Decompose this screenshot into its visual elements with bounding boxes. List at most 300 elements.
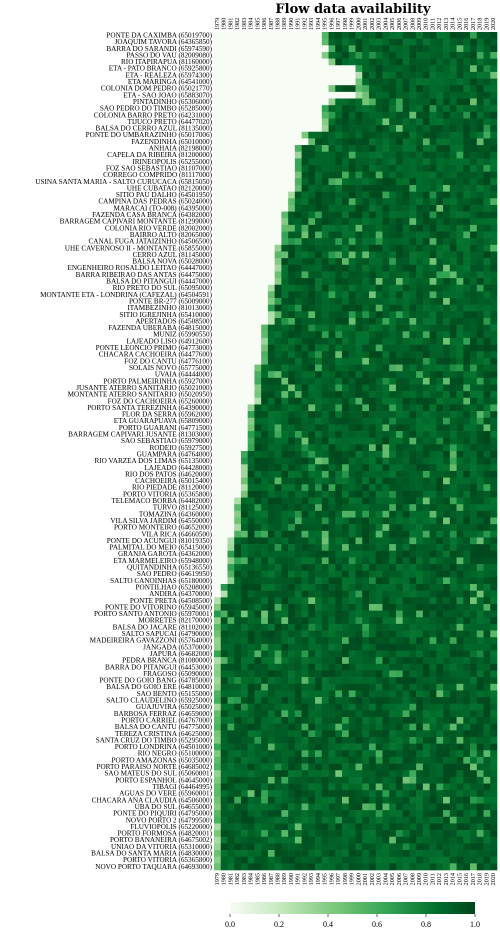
heatmap-cell [268,365,275,372]
heatmap-cell [281,152,288,159]
heatmap-cell [362,537,369,544]
heatmap-cell [484,704,491,711]
heatmap-cell [342,178,349,185]
heatmap-cell [457,365,464,372]
heatmap-cell [302,311,309,318]
station-label: FAZENDA UBERABA (64815000) [108,324,212,333]
heatmap-cell [261,125,268,132]
heatmap-cell [335,331,342,338]
heatmap-cell [423,172,430,179]
heatmap-cell [484,491,491,498]
heatmap-cell [248,52,255,59]
heatmap-cell [470,205,477,212]
heatmap-cell [403,105,410,112]
heatmap-cell [335,597,342,604]
heatmap-cell [281,697,288,704]
heatmap-cell [430,651,437,658]
heatmap-cell [288,218,295,225]
heatmap-cell [382,232,389,239]
heatmap-cell [443,564,450,571]
heatmap-cell [450,238,457,245]
heatmap-cell [214,690,221,697]
heatmap-cell [457,471,464,478]
heatmap-cell [248,45,255,52]
heatmap-cell [423,371,430,378]
heatmap-cell [450,498,457,505]
heatmap-cell [295,165,302,172]
heatmap-cell [389,737,396,744]
heatmap-cell [430,158,437,165]
heatmap-cell [389,165,396,172]
heatmap-cell [261,571,268,578]
heatmap-cell [234,358,241,365]
heatmap-cell [248,524,255,531]
heatmap-cell [335,458,342,465]
heatmap-cell [288,564,295,571]
heatmap-cell [443,584,450,591]
heatmap-cell [490,185,497,192]
heatmap-cell [389,158,396,165]
heatmap-cell [227,524,234,531]
heatmap-cell [436,138,443,145]
heatmap-cell [281,484,288,491]
heatmap-cell [443,597,450,604]
heatmap-cell [430,511,437,518]
heatmap-cell [356,464,363,471]
heatmap-cell [275,451,282,458]
station-label: PONTE DA CAXIMBA (65019700) [106,31,212,40]
heatmap-cell [295,238,302,245]
heatmap-cell [248,384,255,391]
heatmap-cell [342,232,349,239]
heatmap-cell [335,504,342,511]
heatmap-cell [356,478,363,485]
heatmap-cell [490,251,497,258]
heatmap-cell [234,232,241,239]
heatmap-cell [436,205,443,212]
heatmap-cell [342,651,349,658]
heatmap-cell [349,92,356,99]
heatmap-cell [369,424,376,431]
heatmap-cell [275,657,282,664]
heatmap-cell [275,710,282,717]
heatmap-cell [477,444,484,451]
heatmap-cell [254,524,261,531]
heatmap-cell [403,99,410,106]
heatmap-cell [268,65,275,72]
heatmap-cell [484,398,491,405]
heatmap-cell [490,72,497,79]
heatmap-cell [268,265,275,272]
heatmap-cell [315,404,322,411]
heatmap-cell [362,404,369,411]
heatmap-cell [416,39,423,46]
heatmap-cell [423,464,430,471]
heatmap-cell [369,498,376,505]
heatmap-cell [329,464,336,471]
heatmap-cell [376,730,383,737]
heatmap-cell [382,258,389,265]
heatmap-cell [490,644,497,651]
heatmap-cell [227,418,234,425]
heatmap-cell [389,551,396,558]
heatmap-cell [254,371,261,378]
heatmap-cell [227,291,234,298]
heatmap-cell [457,172,464,179]
heatmap-cell [389,657,396,664]
heatmap-cell [484,178,491,185]
heatmap-cell [443,305,450,312]
heatmap-cell [463,730,470,737]
heatmap-cell [356,611,363,618]
heatmap-cell [409,518,416,525]
heatmap-cell [362,518,369,525]
heatmap-cell [302,531,309,538]
station-label: JANGADA (65370000) [143,643,212,652]
heatmap-cell [409,471,416,478]
heatmap-cell [241,251,248,258]
heatmap-cell [227,32,234,39]
heatmap-cell [450,52,457,59]
heatmap-cell [477,198,484,205]
heatmap-cell [409,245,416,252]
station-label: COLONIA BARRO PRETO (64231000) [93,111,212,120]
heatmap-cell [423,298,430,305]
heatmap-cell [423,92,430,99]
heatmap-cell [248,245,255,252]
heatmap-cell [214,65,221,72]
heatmap-cell [308,238,315,245]
heatmap-cell [423,185,430,192]
heatmap-cell [241,518,248,525]
heatmap-cell [477,112,484,119]
heatmap-cell [281,291,288,298]
heatmap-cell [477,298,484,305]
heatmap-cell [477,165,484,172]
heatmap-cell [275,258,282,265]
heatmap-cell [342,431,349,438]
heatmap-cell [221,271,228,278]
heatmap-cell [261,271,268,278]
heatmap-cell [463,411,470,418]
heatmap-cell [322,737,329,744]
heatmap-cell [268,504,275,511]
heatmap-cell [241,85,248,92]
heatmap-cell [329,138,336,145]
heatmap-cell [288,52,295,59]
heatmap-cell [443,258,450,265]
heatmap-cell [484,218,491,225]
heatmap-cell [362,391,369,398]
heatmap-cell [349,225,356,232]
heatmap-cell [275,238,282,245]
heatmap-cell [214,644,221,651]
heatmap-cell [268,118,275,125]
heatmap-cell [362,631,369,638]
heatmap-cell [308,424,315,431]
station-label: BARRAGEM CAPIVARI MONTANTE (81299000) [59,217,212,226]
heatmap-cell [362,624,369,631]
heatmap-cell [234,604,241,611]
heatmap-cell [349,431,356,438]
heatmap-cell [396,158,403,165]
heatmap-cell [484,45,491,52]
heatmap-cell [376,311,383,318]
heatmap-cell [275,704,282,711]
heatmap-cell [248,724,255,731]
heatmap-cell [369,338,376,345]
heatmap-cell [376,278,383,285]
heatmap-cell [376,338,383,345]
heatmap-cell [322,757,329,764]
heatmap-cell [356,245,363,252]
heatmap-cell [335,278,342,285]
heatmap-cell [470,584,477,591]
heatmap-cell [423,198,430,205]
heatmap-cell [275,198,282,205]
heatmap-cell [248,637,255,644]
heatmap-cell [490,384,497,391]
heatmap-cell [409,511,416,518]
heatmap-cell [457,251,464,258]
heatmap-cell [403,365,410,372]
heatmap-cell [490,92,497,99]
heatmap-cell [241,398,248,405]
heatmap-cell [241,112,248,119]
heatmap-cell [214,431,221,438]
heatmap-cell [214,764,221,771]
heatmap-cell [315,478,322,485]
heatmap-cell [463,557,470,564]
heatmap-cell [490,198,497,205]
heatmap-cell [342,351,349,358]
heatmap-cell [470,764,477,771]
heatmap-cell [227,717,234,724]
heatmap-cell [254,677,261,684]
heatmap-cell [416,85,423,92]
heatmap-cell [416,79,423,86]
heatmap-cell [436,491,443,498]
heatmap-cell [450,444,457,451]
year-label-top: 2017 [469,17,477,30]
heatmap-cell [396,291,403,298]
heatmap-cell [376,557,383,564]
heatmap-cell [477,491,484,498]
heatmap-cell [362,331,369,338]
heatmap-cell [308,551,315,558]
station-label: MARACAI (TO-008) (64395000) [113,204,212,213]
heatmap-cell [281,351,288,358]
heatmap-cell [376,152,383,159]
heatmap-cell [369,724,376,731]
heatmap-cell [369,491,376,498]
heatmap-cell [315,784,322,791]
heatmap-cell [477,125,484,132]
heatmap-cell [396,730,403,737]
heatmap-cell [470,730,477,737]
heatmap-cell [450,431,457,438]
heatmap-cell [315,45,322,52]
heatmap-cell [457,192,464,199]
heatmap-cell [315,431,322,438]
heatmap-cell [302,158,309,165]
heatmap-cell [329,65,336,72]
heatmap-cell [463,544,470,551]
heatmap-cell [416,424,423,431]
heatmap-cell [484,677,491,684]
heatmap-cell [234,371,241,378]
heatmap-cell [443,777,450,784]
heatmap-cell [470,571,477,578]
heatmap-cell [234,624,241,631]
heatmap-cell [369,298,376,305]
heatmap-cell [288,271,295,278]
heatmap-cell [234,411,241,418]
heatmap-cell [241,664,248,671]
heatmap-cell [457,85,464,92]
heatmap-cell [403,750,410,757]
heatmap-cell [403,52,410,59]
heatmap-cell [214,265,221,272]
heatmap-cell [329,651,336,658]
heatmap-cell [268,511,275,518]
station-label: RIO NEGRO (65100000) [137,749,212,758]
heatmap-cell [403,278,410,285]
heatmap-cell [227,471,234,478]
heatmap-cell [221,351,228,358]
heatmap-cell [342,670,349,677]
heatmap-cell [457,92,464,99]
heatmap-cell [241,431,248,438]
heatmap-cell [450,411,457,418]
heatmap-cell [308,192,315,199]
heatmap-cell [349,85,356,92]
heatmap-cell [234,99,241,106]
heatmap-cell [295,557,302,564]
heatmap-cell [221,32,228,39]
heatmap-cell [409,398,416,405]
heatmap-cell [261,531,268,538]
heatmap-cell [221,85,228,92]
heatmap-cell [349,498,356,505]
heatmap-cell [275,724,282,731]
heatmap-cell [403,458,410,465]
heatmap-cell [335,172,342,179]
heatmap-cell [288,112,295,119]
heatmap-cell [416,404,423,411]
heatmap-cell [362,730,369,737]
heatmap-cell [342,677,349,684]
heatmap-cell [288,770,295,777]
heatmap-cell [396,537,403,544]
heatmap-cell [241,484,248,491]
heatmap-cell [416,331,423,338]
heatmap-cell [369,245,376,252]
heatmap-cell [214,631,221,638]
heatmap-cell [403,238,410,245]
heatmap-cell [416,704,423,711]
heatmap-cell [322,205,329,212]
heatmap-cell [389,371,396,378]
heatmap-cell [490,690,497,697]
heatmap-cell [261,524,268,531]
heatmap-cell [490,631,497,638]
heatmap-cell [322,32,329,39]
heatmap-cell [403,285,410,292]
heatmap-cell [214,637,221,644]
heatmap-cell [356,39,363,46]
heatmap-cell [490,172,497,179]
heatmap-cell [214,391,221,398]
heatmap-cell [463,298,470,305]
heatmap-cell [248,651,255,658]
heatmap-cell [281,198,288,205]
heatmap-cell [423,584,430,591]
heatmap-cell [356,398,363,405]
heatmap-cell [261,265,268,272]
heatmap-cell [241,444,248,451]
station-label: PORTO VITORIA (65365800) [122,490,212,499]
heatmap-cell [261,577,268,584]
heatmap-cell [463,631,470,638]
heatmap-cell [436,125,443,132]
heatmap-cell [281,79,288,86]
heatmap-cell [484,278,491,285]
heatmap-cell [241,458,248,465]
heatmap-cell [315,371,322,378]
heatmap-cell [234,524,241,531]
heatmap-cell [430,278,437,285]
heatmap-cell [315,205,322,212]
heatmap-cell [261,298,268,305]
heatmap-cell [477,524,484,531]
heatmap-cell [261,737,268,744]
heatmap-cell [450,371,457,378]
heatmap-cell [369,544,376,551]
heatmap-cell [302,491,309,498]
heatmap-cell [322,697,329,704]
heatmap-cell [335,544,342,551]
station-label: RIO ITAPIRAPUA (81160000) [121,58,212,67]
heatmap-cell [450,365,457,372]
heatmap-cell [490,331,497,338]
heatmap-cell [477,611,484,618]
heatmap-cell [436,32,443,39]
heatmap-cell [214,138,221,145]
heatmap-cell [254,710,261,717]
heatmap-cell [315,744,322,751]
heatmap-cell [423,697,430,704]
heatmap-cell [221,65,228,72]
heatmap-cell [356,597,363,604]
heatmap-cell [403,138,410,145]
heatmap-cell [369,664,376,671]
heatmap-cell [227,105,234,112]
heatmap-cell [477,511,484,518]
heatmap-cell [362,757,369,764]
heatmap-cell [214,624,221,631]
heatmap-cell [362,85,369,92]
heatmap-cell [423,571,430,578]
heatmap-cell [356,125,363,132]
heatmap-cell [248,764,255,771]
heatmap-cell [342,664,349,671]
year-label-top: 1987 [267,17,275,30]
heatmap-cell [443,484,450,491]
heatmap-cell [423,72,430,79]
heatmap-cell [369,238,376,245]
heatmap-cell [477,92,484,99]
